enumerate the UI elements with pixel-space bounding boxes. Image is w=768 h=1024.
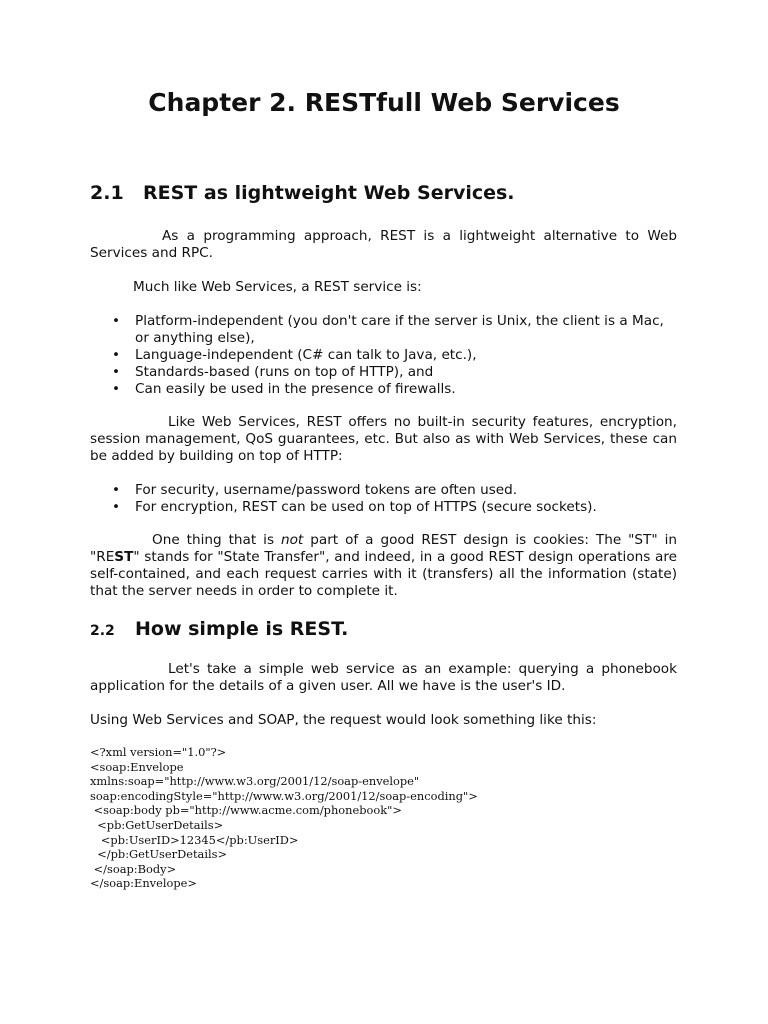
code-line: <pb:UserID>12345</pb:UserID>: [100, 832, 299, 847]
paragraph-soap-lead: Using Web Services and SOAP, the request would look something like this:: [90, 712, 597, 728]
paragraph-intro: As a programming approach, REST is a lightweight alternative to Web Services and RPC.: [90, 228, 677, 261]
list-item: • Standards-based (runs on top of HTTP), and: [112, 364, 434, 380]
emphasis-not: not: [281, 532, 304, 548]
list-item: • Language-independent (C# can talk to Java, etc.),: [112, 347, 477, 363]
bullet-list-properties: [90, 313, 680, 398]
code-line: </pb:GetUserDetails>: [97, 847, 228, 862]
paragraph-lead: Much like Web Services, a REST service is:: [133, 279, 422, 295]
code-block-soap-request: [90, 745, 478, 891]
bullet-list-security: [90, 482, 680, 516]
code-line: <soap:Envelope: [90, 759, 184, 774]
list-item: • For security, username/password tokens are often used.: [112, 482, 518, 498]
section-title: REST as lightweight Web Services.: [143, 182, 515, 204]
code-line: </soap:Body>: [93, 861, 177, 876]
section-heading-2-1: [90, 182, 515, 204]
code-line: <soap:body pb="http://www.acme.com/phonebook">: [93, 803, 402, 818]
paragraph-cookies: One thing that is not part of a good REST design is cookies: The "ST" in "REST" stands for "State Transfer", and indeed, in a good REST design operations are self-contained, and each request carries with it (transfers) all the information (state) that the server needs in order to complete it.: [90, 532, 677, 599]
section-number: 2.2: [90, 623, 115, 639]
list-item: • Can easily be used in the presence of firewalls.: [112, 381, 456, 397]
code-line: xmlns:soap="http://www.w3.org/2001/12/soap-envelope": [90, 774, 420, 789]
code-line: </soap:Envelope>: [90, 876, 197, 891]
section-heading-2-2: [90, 618, 348, 640]
list-item: • Platform-independent (you don't care if the server is Unix, the client is a Mac, or anything else),: [112, 313, 664, 346]
code-line: <pb:GetUserDetails>: [97, 817, 224, 832]
section-title: How simple is REST.: [135, 618, 349, 640]
chapter-title: Chapter 2. RESTfull Web Services: [148, 88, 620, 117]
paragraph-example-intro: Let's take a simple web service as an example: querying a phonebook application for the details of a given user. All we have is the user's ID.: [90, 661, 677, 694]
code-line: <?xml version="1.0"?>: [90, 745, 227, 759]
bold-st: ST: [114, 549, 134, 565]
paragraph-security: Like Web Services, REST offers no built-in security features, encryption, session management, QoS guarantees, etc. But also as with Web Services, these can be added by building on top of HTTP:: [90, 414, 677, 464]
code-line: soap:encodingStyle="http://www.w3.org/2001/12/soap-encoding">: [90, 788, 478, 803]
section-number: 2.1: [90, 182, 124, 204]
list-item: • For encryption, REST can be used on top of HTTPS (secure sockets).: [112, 499, 597, 515]
